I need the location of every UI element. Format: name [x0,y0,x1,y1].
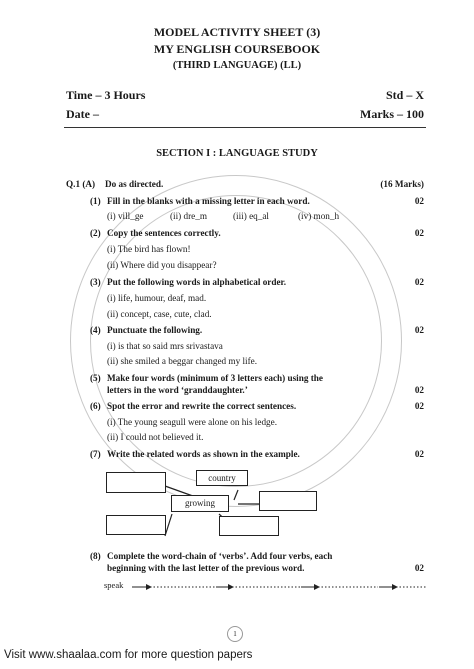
question-text: Put the following words in alphabetical order. [107,277,287,287]
question-text: Write the related words as shown in the example. [107,449,300,459]
q1-label: Q.1 (A) [66,179,96,189]
question-marks: 02 [414,563,424,573]
answer-item: (i) The young seagull were alone on his ledge. [107,417,278,427]
word-chain-arrows [130,580,430,594]
question-text: Copy the sentences correctly. [107,228,221,238]
arrow-head [392,584,398,590]
arrow-head [314,584,320,590]
question-number: (4) [90,325,101,335]
question-marks: 02 [414,228,424,238]
answer-item: (i) vill_ge [107,211,144,221]
question-text: Fill in the blanks with a missing letter in each word. [107,196,310,206]
connector-line [165,514,172,536]
question-number: (1) [90,196,101,206]
answer-item: (ii) concept, case, cute, clad. [107,309,212,319]
word-box-example [196,470,248,486]
footer-text: Visit www.shaalaa.com for more question papers [4,649,253,661]
example-word: country [208,473,236,483]
word-box-empty[interactable] [259,491,317,511]
std-label: Std – X [385,88,424,102]
center-word: growing [185,498,215,508]
question-marks: 02 [414,449,424,459]
q1-marks: (16 Marks) [380,179,424,189]
question-marks: 02 [414,325,424,335]
time-label: Time – 3 Hours [66,88,146,102]
question-text: Complete the word-chain of ‘verbs’. Add four verbs, each [107,551,333,561]
question-marks: 02 [414,385,424,395]
marks-label: Marks – 100 [360,107,424,121]
connector-line [234,490,238,500]
word-box-empty[interactable] [106,472,166,493]
language-title: (THIRD LANGUAGE) (LL) [172,60,302,71]
header-divider [64,127,426,128]
answer-item: (ii) Where did you disappear? [107,260,217,270]
question-marks: 02 [414,401,424,411]
question-number: (5) [90,373,101,383]
question-text: Spot the error and rewrite the correct sentences. [107,401,297,411]
question-text-continued: letters in the word ‘granddaughter.’ [107,385,248,395]
question-text: Make four words (minimum of 3 letters each) using the [107,373,323,383]
page-number: 1 [233,630,237,638]
word-box-empty[interactable] [219,516,279,536]
answer-item: (i) The bird has flown! [107,244,191,254]
arrow-head [146,584,152,590]
question-number: (6) [90,401,101,411]
answer-item: (iii) eq_al [233,211,269,221]
answer-item: (i) life, humour, deaf, mad. [107,293,207,303]
answer-item: (i) is that so said mrs srivastava [107,341,223,351]
question-number: (2) [90,228,101,238]
date-label: Date – [66,107,99,121]
question-number: (3) [90,277,101,287]
question-marks: 02 [414,277,424,287]
answer-item: (ii) dre_m [170,211,207,221]
word-chain-start: speak [104,580,124,590]
word-box-empty[interactable] [106,515,166,535]
question-number: (8) [90,551,101,561]
question-text: Punctuate the following. [107,325,203,335]
q1-title: Do as directed. [105,179,164,189]
page-number-badge [227,626,243,642]
sheet-title: MODEL ACTIVITY SHEET (3) [153,25,321,39]
section-title: SECTION I : LANGUAGE STUDY [156,148,318,159]
book-title: MY ENGLISH COURSEBOOK [153,42,321,56]
answer-item: (iv) mon_h [298,211,340,221]
answer-item: (ii) I could not believed it. [107,432,204,442]
question-marks: 02 [414,196,424,206]
arrow-head [228,584,234,590]
question-number: (7) [90,449,101,459]
question-text-continued: beginning with the last letter of the previous word. [107,563,305,573]
answer-item: (ii) she smiled a beggar changed my life. [107,356,258,366]
word-box-center [171,495,229,512]
